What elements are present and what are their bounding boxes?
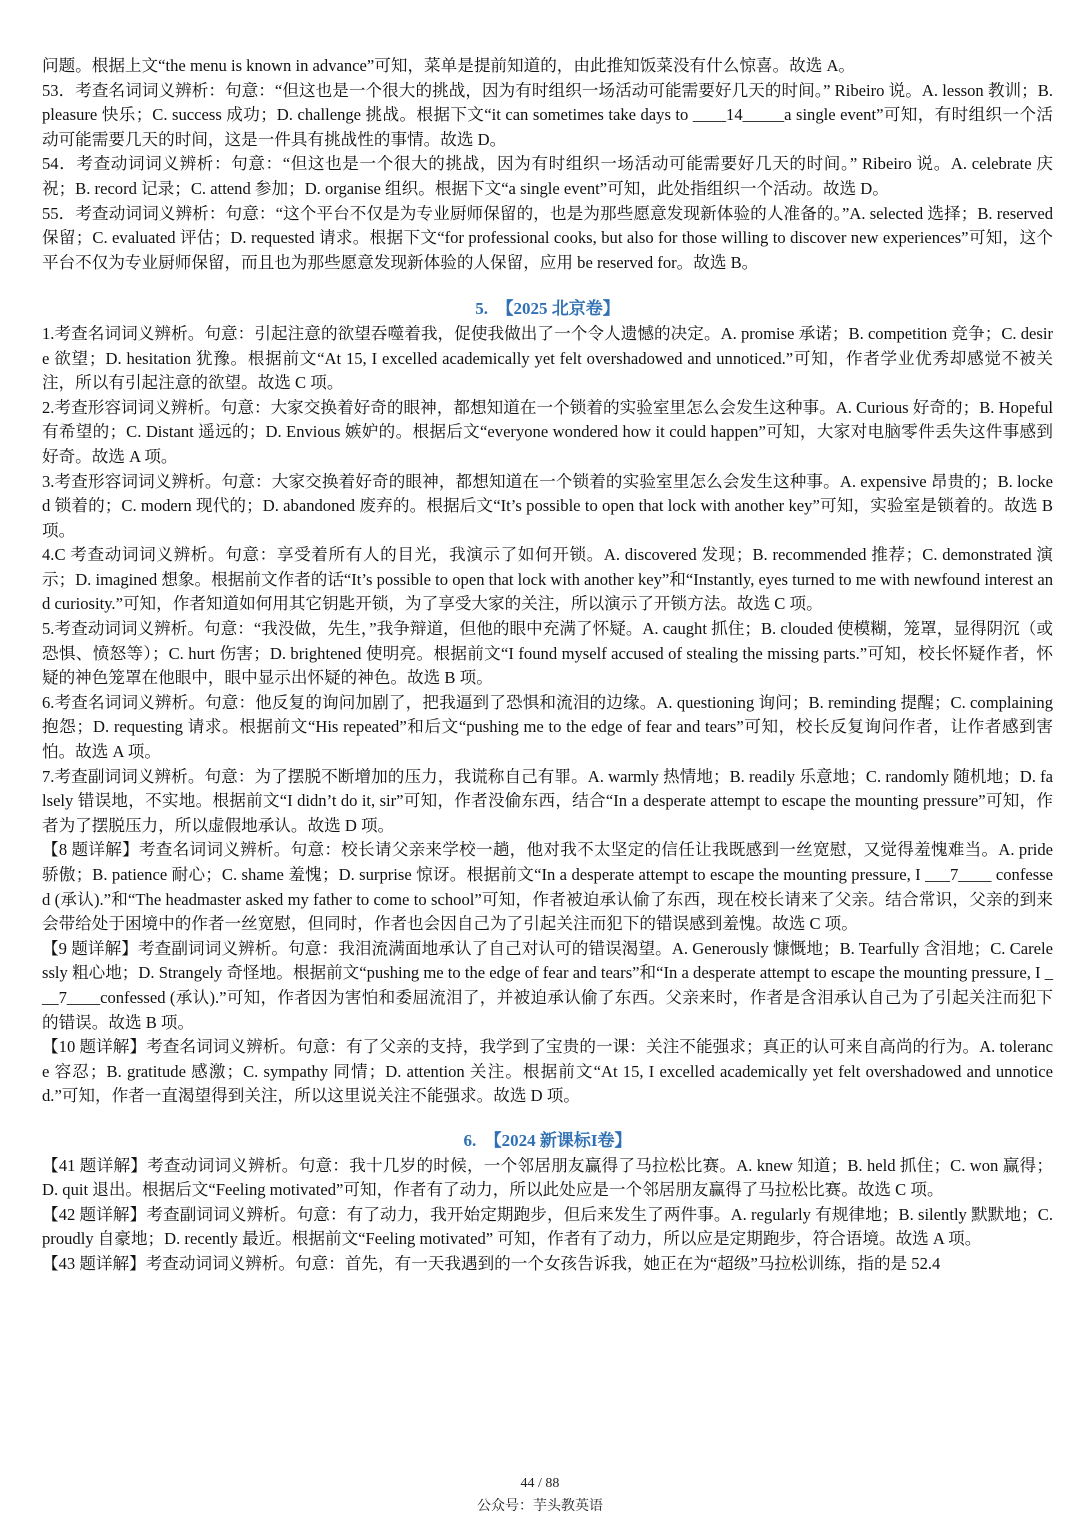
- paragraph: 55．考查动词词义辨析：句意：“这个平台不仅是为专业厨师保留的，也是为那些愿意发现新体验的人准备的。”A. selected 选择；B. reserved 保留；C. evaluated 评估；D. requested 请求。根据下文“for professional cooks, but also for those willing to discover new experiences”可知，这个平台不仅为专业厨师保留，而且也为那些愿意发现新体验的人保留，应用 be reserved for。故选 B。: [42, 203, 1053, 272]
- paragraph: 4.C 考查动词词义辨析。句意：享受着所有人的目光，我演示了如何开锁。A. discovered 发现；B. recommended 推荐；C. demonstrated 演示；D. imagined 想象。根据前文作者的话“It’s possible to open that lock with another key”和“Instantly, eyes turned to me with newfound interest and curiosity.”可知，作者知道如何用其它钥匙开锁，为了享受大家的关注，所以演示了开锁方法。故选 C 项。: [42, 545, 1053, 614]
- paragraph: 【8 题详解】考查名词词义辨析。句意：校长请父亲来学校一趟，他对我不太坚定的信任让我既感到一丝宽慰，又觉得羞愧难当。A. pride 骄傲；B. patience 耐心；C. shame 羞愧；D. surprise 惊讶。根据前文“In a desperate attempt to escape the mounting pressure, I ___7____ confessed (承认).”和“The headmaster asked my father to come to school”可知，作者被迫承认偷了东西，现在校长请来了父亲。结合常识，父亲的到来会带给处于困境中的作者一丝宽慰，但同时，作者也会因自己为了引起关注而犯下的错误感到羞愧。故选 C 项。: [42, 840, 1053, 934]
- paragraph: 问题。根据上文“the menu is known in advance”可知，菜单是提前知道的，由此推知饭菜没有什么惊喜。故选 A。: [42, 56, 856, 75]
- paragraph: 【10 题详解】考查名词词义辨析。句意：有了父亲的支持，我学到了宝贵的一课：关注不能强求；真正的认可来自高尚的行为。A. tolerance 容忍；B. gratitude 感激；C. sympathy 同情；D. attention 关注。根据前文“At 15, I excelled academically yet felt overshadowed and unnoticed.”可知，作者一直渴望得到关注，所以这里说关注不能强求。故选 D 项。: [42, 1037, 1053, 1106]
- section-heading: 6. 【2024 新课标I卷】: [463, 1130, 632, 1150]
- paragraph: 【43 题详解】考查动词词义辨析。句意：首先，有一天我遇到的一个女孩告诉我，她正在为“超级”马拉松训练，指的是 52.4: [42, 1253, 941, 1273]
- paragraph: 54．考查动词词义辨析：句意：“但这也是一个很大的挑战，因为有时组织一场活动可能需要好几天的时间。” Ribeiro 说。A. celebrate 庆祝；B. record 记录；C. attend 参加；D. organise 组织。根据下文“a single event”可知，此处指组织一个活动。故选 D。: [42, 154, 1053, 198]
- paragraph: 1.考查名词词义辨析。句意：引起注意的欲望吞噬着我，促使我做出了一个令人遗憾的决定。A. promise 承诺；B. competition 竞争；C. desire 欲望；D. hesitation 犹豫。根据前文“At 15, I excelled academically yet felt overshadowed and unnoticed.”可知，作者学业优秀却感觉不被关注，所以有引起注意的欲望。故选 C 项。: [42, 323, 1053, 393]
- paragraph: 【41 题详解】考查动词词义辨析。句意：我十几岁的时候，一个邻居朋友赢得了马拉松比赛。A. knew 知道；B. held 抓住；C. won 赢得；D. quit 退出。根据后文“Feeling motivated”可知，作者有了动力，所以此处应是一个邻居朋友赢得了马拉松比赛。故选 C 项。: [42, 1155, 1053, 1200]
- document-page: [42, 54, 1053, 1277]
- paragraph: 2.考查形容词词义辨析。句意：大家交换着好奇的眼神，都想知道在一个锁着的实验室里怎么会发生这种事。A. Curious 好奇的；B. Hopeful 有希望的；C. Distant 遥远的；D. Envious 嫉妒的。根据后文“everyone wondered how it could happen”可知，大家对电脑零件丢失这件事感到好奇。故选 A 项。: [42, 397, 1053, 466]
- paragraph: 53．考查名词词义辨析：句意：“但这也是一个很大的挑战，因为有时组织一场活动可能需要好几天的时间。” Ribeiro 说。A. lesson 教训；B. pleasure 快乐；C. success 成功；D. challenge 挑战。根据下文“it can sometimes take days to ____14_____a single event”可知，有时组织一个活动可能需要几天的时间，这是一件具有挑战性的事情。故选 D。: [42, 80, 1053, 149]
- section-heading: 5. 【2025 北京卷】: [475, 299, 620, 319]
- page-number: 44 / 88: [520, 1476, 560, 1491]
- paragraph: 7.考查副词词义辨析。句意：为了摆脱不断增加的压力，我谎称自己有罪。A. warmly 热情地；B. readily 乐意地；C. randomly 随机地；D. falsely 错误地，不实地。根据前文“I didn’t do it, sir”可知，作者没偷东西，结合“In a desperate attempt to escape the mounting pressure”可知，作者为了摆脱压力，所以虚假地承认。故选 D 项。: [42, 766, 1053, 835]
- paragraph: 【42 题详解】考查副词词义辨析。句意：有了动力，我开始定期跑步，但后来发生了两件事。A. regularly 有规律地；B. silently 默默地；C. proudly 自豪地；D. recently 最近。根据前文“Feeling motivated” 可知，作者有了动力，所以应是定期跑步，符合语境。故选 A 项。: [42, 1204, 1053, 1249]
- paragraph: 6.考查名词词义辨析。句意：他反复的询问加剧了，把我逼到了恐惧和流泪的边缘。A. questioning 询问；B. reminding 提醒；C. complaining 抱怨；D. requesting 请求。根据前文“His repeated”和后文“pushing me to the edge of fear and tears”可知，校长反复询问作者，让作者感到害怕。故选 A 项。: [42, 692, 1053, 762]
- paragraph: 5.考查动词词义辨析。句意：“我没做，先生，”我争辩道，但他的眼中充满了怀疑。A. caught 抓住；B. clouded 使模糊，笼罩，显得阴沉（或恐惧、愤怒等）；C. hurt 伤害；D. brightened 使明亮。根据前文“I found myself accused of stealing the missing parts.”可知，校长怀疑作者，怀疑的神色笼罩在他眼中，眼中显示出怀疑的神色。故选 B 项。: [42, 619, 1053, 688]
- paragraph: 【9 题详解】考查副词词义辨析。句意：我泪流满面地承认了自己对认可的错误渴望。A. Generously 慷慨地；B. Tearfully 含泪地；C. Carelessly 粗心地；D. Strangely 奇怪地。根据前文“pushing me to the edge of fear and tears”和“In a desperate attempt to escape the mounting pressure, I ___7____confessed (承认).”可知，作者因为害怕和委屈流泪了，并被迫承认偷了东西。父亲来时，作者是含泪承认自己为了引起关注而犯下的错误。故选 B 项。: [42, 938, 1053, 1032]
- footer-watermark: 公众号：芋头教英语: [477, 1499, 603, 1514]
- paragraph: 3.考查形容词词义辨析。句意：大家交换着好奇的眼神，都想知道在一个锁着的实验室里怎么会发生这种事。A. expensive 昂贵的；B. locked 锁着的；C. modern 现代的；D. abandoned 废弃的。根据后文“It’s possible to open that lock with another key”可知，实验室是锁着的。故选 B 项。: [42, 471, 1053, 540]
